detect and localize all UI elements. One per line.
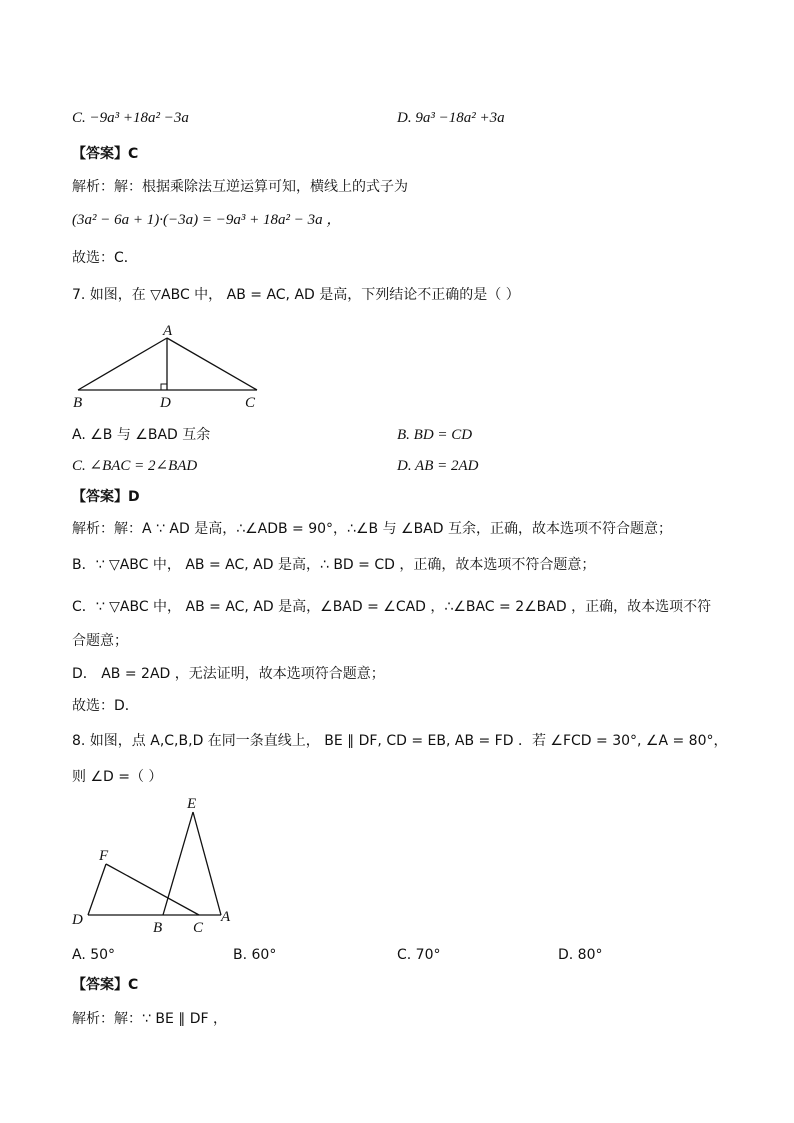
q7-triangle-figure <box>70 322 270 412</box>
q7-stem: 7. 如图，在 ▽ABC 中， AB = AC, AD 是高，下列结论不正确的是（ ） <box>72 287 520 303</box>
q7-option-d: D. AB = 2AD <box>397 458 479 474</box>
q7-label-c: C <box>245 395 256 411</box>
q6-explanation-2: (3a² − 6a + 1)·(−3a) = −9a³ + 18a² − 3a ， <box>72 212 342 228</box>
q8-line-df <box>88 864 106 915</box>
q8-stem-2: 则 ∠D =（ ） <box>72 769 163 785</box>
q7-option-c: C. ∠BAC = 2∠BAD <box>72 458 198 474</box>
q7-option-b: B. BD = CD <box>397 427 473 443</box>
q6-option-c: C. −9a³ +18a² −3a <box>72 110 189 126</box>
q8-label-d: D <box>72 912 83 928</box>
q7-right-angle-mark <box>161 384 167 390</box>
q8-label-b: B <box>153 920 163 936</box>
q8-option-b: B. 60° <box>233 947 277 963</box>
q8-line-ea <box>193 812 221 915</box>
q7-conclusion: 故选：D． <box>72 698 139 714</box>
q8-option-a: A. 50° <box>72 947 116 963</box>
q7-label-a: A <box>163 323 173 339</box>
q8-option-c: C. 70° <box>397 947 441 963</box>
q7-label-d: D <box>160 395 171 411</box>
q8-explanation-1: 解析：解：∵ BE ∥ DF ， <box>72 1011 227 1027</box>
q7-label-b: B <box>73 395 83 411</box>
q7-explanation-c-2: 合题意； <box>72 633 128 649</box>
q8-line-fc <box>106 864 199 915</box>
q8-option-d: D. 80° <box>558 947 603 963</box>
q6-explanation-1: 解析：解：根据乘除法互逆运算可知，横线上的式子为 <box>72 179 408 195</box>
q7-explanation-b: B．∵ ▽ABC 中， AB = AC, AD 是高，∴ BD = CD ，正确，故本选项不符合题意； <box>72 557 596 573</box>
q6-answer: 【答案】C <box>72 146 139 162</box>
q7-explanation-a: 解析：解：A ∵ AD 是高，∴∠ADB = 90°，∴∠B 与 ∠BAD 互余，正确，故本选项不符合题意； <box>72 521 672 537</box>
q7-side-ab <box>78 338 167 390</box>
q7-explanation-d: D． AB = 2AD ，无法证明，故本选项符合题意； <box>72 666 385 682</box>
q8-line-be <box>163 812 193 915</box>
q8-label-c: C <box>193 920 204 936</box>
q8-figure <box>68 792 248 942</box>
q6-option-d: D. 9a³ −18a² +3a <box>397 110 505 126</box>
q8-label-e: E <box>187 796 197 812</box>
q7-answer: 【答案】D <box>72 489 140 505</box>
q7-side-ac <box>167 338 257 390</box>
q8-label-f: F <box>99 848 109 864</box>
q7-option-a: A. ∠B 与 ∠BAD 互余 <box>72 427 211 443</box>
q7-explanation-c-1: C．∵ ▽ABC 中， AB = AC, AD 是高，∠BAD = ∠CAD ，∴∠BAC = 2∠BAD ，正确，故本选项不符 <box>72 599 712 615</box>
q6-conclusion: 故选：C． <box>72 250 138 266</box>
q8-answer: 【答案】C <box>72 977 139 993</box>
q8-label-a: A <box>221 909 231 925</box>
q8-stem-1: 8. 如图，点 A,C,B,D 在同一条直线上， BE ∥ DF, CD = EB, AB = FD ．若 ∠FCD = 30°, ∠A = 80°， <box>72 733 728 749</box>
